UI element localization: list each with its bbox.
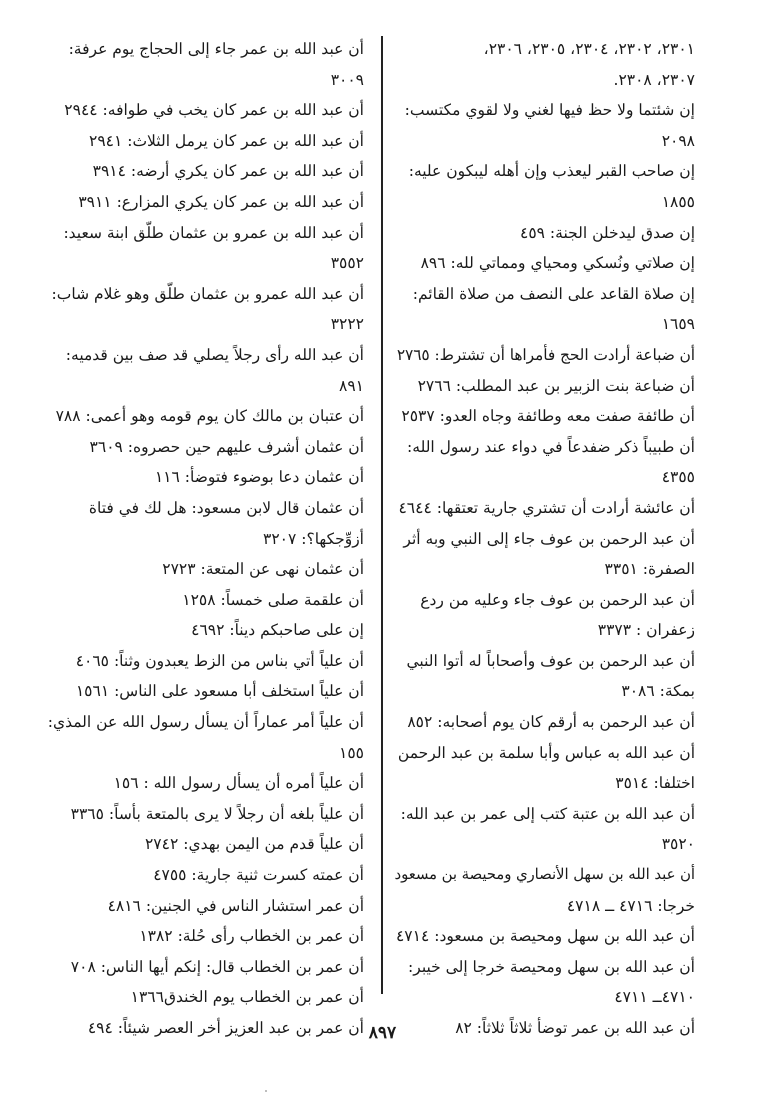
index-line: ٢٣٠١، ٢٣٠٢، ٢٣٠٤، ٢٣٠٥، ٢٣٠٦، xyxy=(483,40,695,58)
index-line: أن عبد الله بن عمرو بن عثمان طلّق ابنة سعيد: xyxy=(63,223,364,242)
index-line: أن عبد الله بن سهل الأنصاري ومحيصة بن مسعود xyxy=(395,866,695,884)
column-divider xyxy=(381,36,383,994)
index-line: إن صدق ليدخلن الجنة: ٤٥٩ xyxy=(520,223,695,242)
index-line: بمكة: ٣٠٨٦ xyxy=(621,682,695,701)
index-line: أن عبد الله بن عمر كان يكري أرضه: ٣٩١٤ xyxy=(92,162,364,181)
index-line: أن ضباعة بنت الزبير بن عبد المطلب: ٢٧٦٦ xyxy=(417,376,695,395)
index-line: ٤٣٥٥ xyxy=(661,468,695,487)
index-line: إن صلاتي ونُسكي ومحياي ومماتي لله: ٨٩٦ xyxy=(420,254,695,273)
index-line: أن عبد الله عمرو بن عثمان طلّق وهو غلام شاب: xyxy=(51,284,364,303)
index-line: أن علياً بلغه أن رجلاً لا يرى بالمتعة بأساً: ٣٣٦٥ xyxy=(70,804,364,823)
index-line: خرجا: ٤٧١٦ ــ ٤٧١٨ xyxy=(566,896,695,915)
index-line: أن طائفة صفت معه وطائفة وجاه العدو: ٢٥٣٧ xyxy=(401,407,695,426)
index-line: أن عبد الله بن عمر كان يخب في طوافه: ٢٩٤٤ xyxy=(64,101,364,120)
index-line: أن عتبان بن مالك كان يوم قومه وهو أعمى: ٧٨٨ xyxy=(55,407,364,426)
index-line: أن عثمان قال لابن مسعود: هل لك في فتاة xyxy=(88,498,364,517)
index-line: أن عبد الله بن عمر كان يرمل الثلاث: ٢٩٤١ xyxy=(89,131,364,150)
index-line: أن عمر استشار الناس في الجنين: ٤٨١٦ xyxy=(107,896,364,915)
index-line: أن علقمة صلى خمساً: ١٢٥٨ xyxy=(182,590,364,609)
index-line: أن عائشة أرادت أن تشتري جارية تعتقها: ٤٦٤٤ xyxy=(398,498,695,517)
index-line: الصفرة: ٣٣٥١ xyxy=(604,560,695,579)
index-line: إن شئتما ولا حظ فيها لغني ولا لقوي مكتسب: xyxy=(404,101,695,120)
index-line: ٨٩١ xyxy=(339,376,364,395)
index-line: ١٦٥٩ xyxy=(661,315,695,334)
index-line: أن علياً أمر عماراً أن يسأل رسول الله عن المذي: xyxy=(47,713,364,732)
index-line: أن عبد الله بن سهل ومحيصة بن مسعود: ٤٧١٤ xyxy=(395,927,695,946)
index-line: زعفران : ٣٣٧٣ xyxy=(597,621,695,640)
index-line: أن عبد الله بن عتبة كتب إلى عمر بن عبد الله: xyxy=(400,804,695,823)
index-line: ٤٧١٠ــ ٤٧١١ xyxy=(614,988,695,1007)
index-line: أن عثمان دعا بوضوء فتوضأ: ١١٦ xyxy=(154,468,364,487)
index-line: أن عبد الرحمن بن عوف وأصحاباً له أتوا النبي xyxy=(406,651,695,670)
index-line: ٣٥٥٢ xyxy=(330,254,364,273)
index-line: أن علياً استخلف أبا مسعود على الناس: ١٥٦١ xyxy=(75,682,364,701)
index-line: أن عبد الرحمن بن عوف جاء إلى النبي وبه أثر xyxy=(403,529,695,548)
page-number: ٨٩٧ xyxy=(368,1023,397,1043)
index-line: أن عبد الله بن عمر جاء إلى الحجاج يوم عرفة: xyxy=(68,40,364,58)
index-line: إن على صاحبكم ديناً: ٤٦٩٢ xyxy=(191,621,364,640)
index-line: أن عبد الرحمن به أرقم كان يوم أصحابه: ٨٥٢ xyxy=(407,713,695,732)
index-line: أن عبد الرحمن بن عوف جاء وعليه من ردع xyxy=(420,590,695,609)
index-line: أن عثمان نهى عن المتعة: ٢٧٢٣ xyxy=(162,560,364,579)
index-line: أن عبد الله بن عمر كان يكري المزارع: ٣٩١١ xyxy=(78,192,364,211)
index-line: ٣٠٠٩ xyxy=(330,70,364,89)
index-line: ١٥٥ xyxy=(339,743,364,762)
index-line: أن عبد الله به عباس وأبا سلمة بن عبد الرحمن xyxy=(397,743,695,762)
index-line: ٢٠٩٨ xyxy=(661,131,695,150)
index-line: اختلفا: ٣٥١٤ xyxy=(615,774,695,793)
index-line: أن عمر بن الخطاب رأى حُلة: ١٣٨٢ xyxy=(139,927,364,946)
index-line: ٣٥٢٠ xyxy=(661,835,695,854)
index-line: إن صلاة القاعد على النصف من صلاة القائم: xyxy=(412,284,695,303)
index-line: ٢٣٠٧، ٢٣٠٨. xyxy=(613,70,695,89)
index-line: ١٨٥٥ xyxy=(661,192,695,211)
index-line: أن علياً أتي بناس من الزط يعبدون وثناً: ٤٠٦٥ xyxy=(75,651,364,670)
index-line: أن عمر بن عبد العزيز أخر العصر شيئاً: ٤٩٤ xyxy=(87,1019,364,1037)
right-column xyxy=(395,34,695,1044)
index-line: ٣٢٢٢ xyxy=(330,315,364,334)
index-line: أن عبد الله بن سهل ومحيصة خرجا إلى خيبر: xyxy=(408,957,695,976)
index-line: أن عبد الله رأى رجلاً يصلي قد صف بين قدميه: xyxy=(65,345,364,364)
index-line: أن عبد الله بن عمر توضأ ثلاثاً ثلاثاً: ٨٢ xyxy=(455,1019,695,1037)
left-column xyxy=(40,34,364,1044)
index-line: أزوِّجكها؟: ٣٢٠٧ xyxy=(263,529,364,548)
scan-speck xyxy=(265,1090,267,1092)
index-line: إن صاحب القبر ليعذب وإن أهله ليبكون عليه: xyxy=(408,162,695,181)
index-line: أن عمر بن الخطاب قال: إنكم أيها الناس: ٧٠٨ xyxy=(70,957,364,976)
index-line: أن علياً قدم من اليمن بهدي: ٢٧٤٢ xyxy=(144,835,364,854)
index-line: أن ضباعة أرادت الحج فأمراها أن تشترط: ٢٧٦٥ xyxy=(396,345,695,364)
index-line: أن عثمان أشرف عليهم حين حصروه: ٣٦٠٩ xyxy=(89,437,364,456)
index-line: أن علياً أمره أن يسأل رسول الله : ١٥٦ xyxy=(113,774,364,793)
index-line: أن عمر بن الخطاب يوم الخندق١٣٦٦ xyxy=(130,988,364,1007)
index-line: أن طبيباً ذكر ضفدعاً في دواء عند رسول الله: xyxy=(407,437,695,456)
index-line: أن عمته كسرت ثنية جارية: ٤٧٥٥ xyxy=(153,866,364,885)
